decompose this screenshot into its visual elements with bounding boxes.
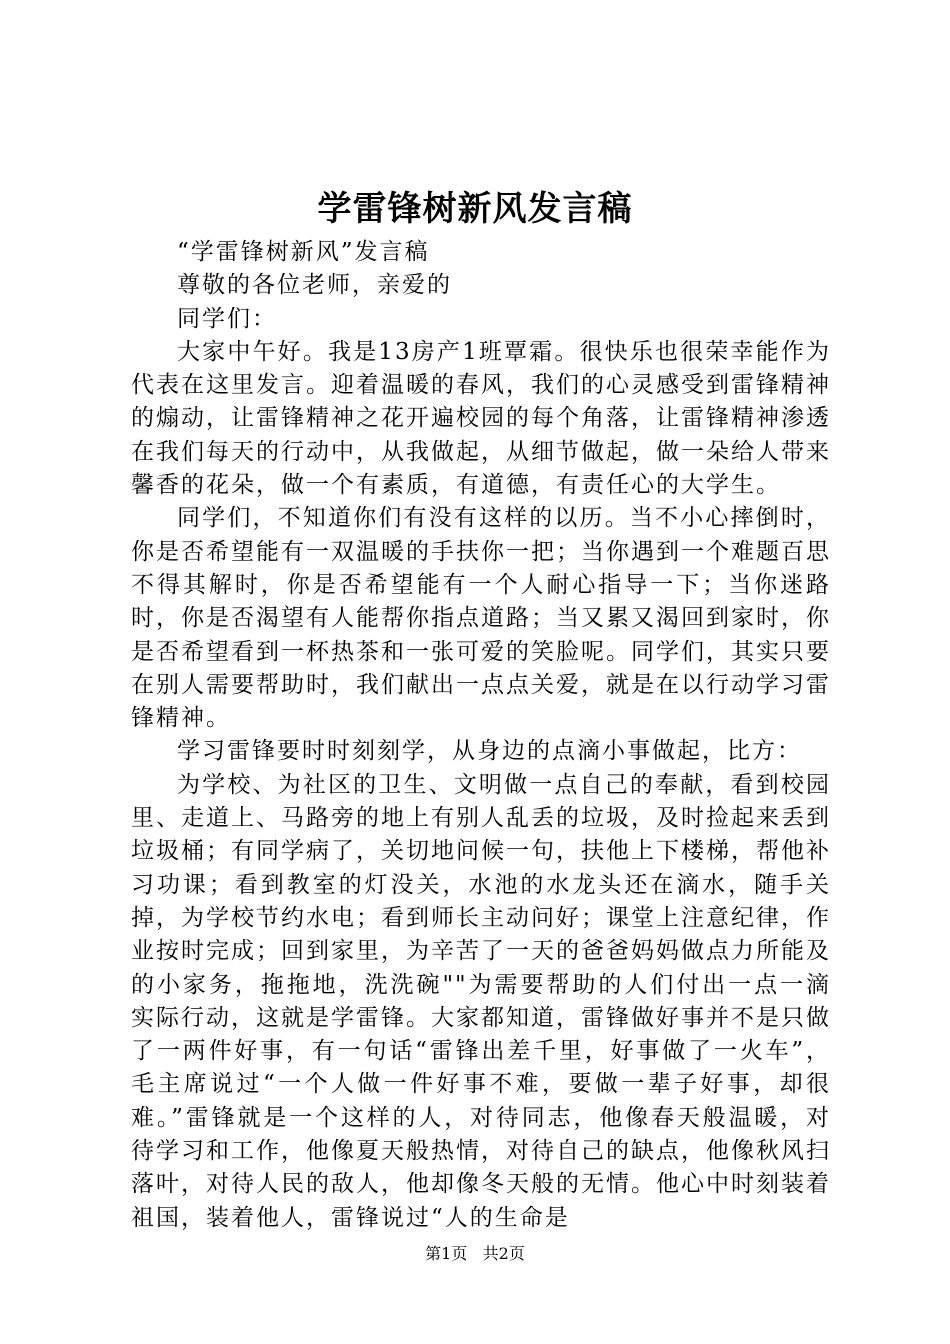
document-body [131, 236, 831, 1235]
page-number: 第1页 [425, 1244, 468, 1263]
paragraph-1: 大家中午好。我是13房产1班覃霜。很快乐也很荣幸能作为代表在这里发言。迎着温暖的春风，我们的心灵感受到雷锋精神的煽动，让雷锋精神之花开遍校园的每个角落，让雷锋精神渗透在我们每天的行动中，从我做起，从细节做起，做一朵给人带来馨香的花朵，做一个有素质，有道德，有责任心的大学生。 [131, 338, 831, 499]
document-title: 学雷锋树新风发言稿 [317, 189, 633, 229]
paragraph-4: 为学校、为社区的卫生、文明做一点自己的奉献，看到校园里、走道上、马路旁的地上有别人乱丢的垃圾，及时捡起来丢到垃圾桶；有同学病了，关切地问候一句，扶他上下楼梯，帮他补习功课；看到教室的灯没关，水池的水龙头还在滴水，随手关掉，为学校节约水电；看到师长主动问好；课堂上注意纪律，作业按时完成；回到家里，为辛苦了一天的爸爸妈妈做点力所能及的小家务，拖拖地，洗洗碗""为需要帮助的人们付出一点一滴实际行动，这就是学雷锋。大家都知道，雷锋做好事并不是只做了一两件好事，有一句话“雷锋出差千里，好事做了一火车”，毛主席说过“一个人做一件好事不难，要做一辈子好事，却很难。”雷锋就是一个这样的人，对待同志，他像春天般温暖，对待学习和工作，他像夏天般热情，对待自己的缺点，他像秋风扫落叶，对待人民的敌人，他却像冬天般的无情。他心中时刻装着祖国，装着他人，雷锋说过“人的生命是 [131, 771, 831, 1231]
salutation-line-1: 尊敬的各位老师，亲爱的 [177, 272, 452, 299]
speech-heading: “学雷锋树新风”发言稿 [177, 239, 430, 265]
paragraph-3: 学习雷锋要时时刻刻学，从身边的点滴小事做起，比方： [177, 738, 802, 765]
salutation-line-2: 同学们： [177, 305, 277, 332]
page-footer [0, 1243, 950, 1265]
paragraph-2: 同学们，不知道你们有没有这样的以历。当不小心摔倒时，你是否希望能有一双温暖的手扶你一把；当你遇到一个难题百思不得其解时，你是否希望能有一个人耐心指导一下；当你迷路时，你是否渴望有人能帮你指点道路；当又累又渴回到家时，你是否希望看到一杯热茶和一张可爱的笑脸呢。同学们，其实只要在别人需要帮助时，我们献出一点点关爱，就是在以行动学习雷锋精神。 [131, 505, 831, 732]
page-total: 共2页 [482, 1244, 525, 1263]
